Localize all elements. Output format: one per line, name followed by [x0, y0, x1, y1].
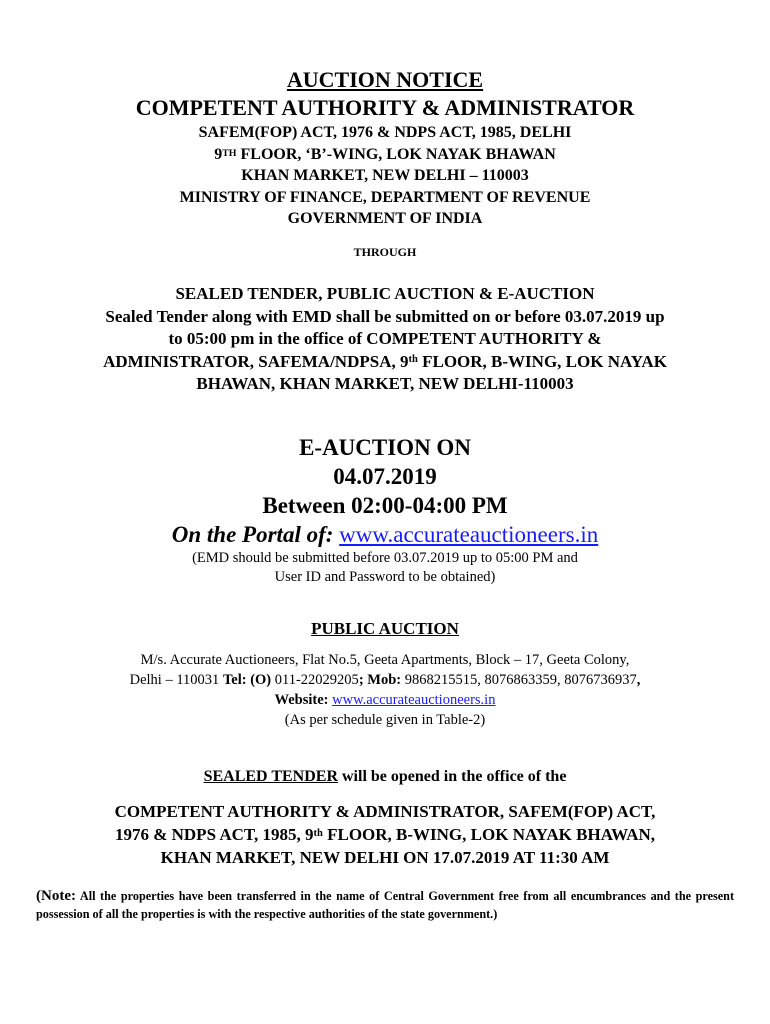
- sealed-opening-rest: will be opened in the office of the: [338, 768, 567, 785]
- sealed-opening-block: [0, 800, 770, 869]
- sealed-tender-line-3-a: ADMINISTRATOR, SAFEMA/NDPSA, 9: [103, 351, 409, 371]
- website-line: [0, 690, 770, 710]
- e-auction-heading: E-AUCTION ON: [299, 435, 471, 460]
- public-auction-title: PUBLIC AUCTION: [311, 619, 459, 638]
- address-line-2: [0, 670, 770, 690]
- location-line: KHAN MARKET, NEW DELHI – 110003: [241, 167, 529, 184]
- portal-label: On the Portal of: [171, 522, 326, 547]
- e-auction-time: Between 02:00-04:00 PM: [262, 493, 508, 518]
- emd-note-line-1: (EMD should be submitted before 03.07.2019 up to 05:00 PM and: [192, 550, 578, 566]
- portal-colon: :: [325, 522, 340, 547]
- authority-name: COMPETENT AUTHORITY & ADMINISTRATOR: [135, 95, 635, 120]
- notice-header: [0, 66, 770, 260]
- sealed-tender-line-1: Sealed Tender along with EMD shall be submitted on or before 03.07.2019 up: [105, 306, 665, 326]
- through-label: THROUGH: [353, 244, 417, 259]
- sealed-tender-line-4: BHAWAN, KHAN MARKET, NEW DELHI-110003: [196, 374, 574, 393]
- schedule-note: (As per schedule given in Table-2): [284, 712, 486, 728]
- sealed-opening-line-1: COMPETENT AUTHORITY & ADMINISTRATOR, SAFEM(FOP) ACT,: [114, 802, 656, 821]
- ministry-line: MINISTRY OF FINANCE, DEPARTMENT OF REVENUE: [179, 188, 591, 206]
- floor-line: [0, 144, 770, 166]
- emd-note-line-2: User ID and Password to be obtained): [274, 569, 496, 585]
- floor-superscript: TH: [222, 147, 237, 159]
- sealed-tender-underlined: SEALED TENDER: [203, 768, 338, 785]
- e-auction-section: [0, 433, 770, 587]
- tel-value: 011-22029205: [271, 672, 359, 688]
- trailing-comma: ,: [636, 672, 641, 688]
- website-label: Website:: [274, 692, 333, 708]
- address-line-1: M/s. Accurate Auctioneers, Flat No.5, Geeta Apartments, Block – 17, Geeta Colony,: [140, 652, 630, 668]
- sealed-tender-heading: SEALED TENDER, PUBLIC AUCTION & E-AUCTION: [175, 284, 595, 303]
- sealed-opening-section: [0, 766, 770, 869]
- sealed-tender-superscript: th: [408, 354, 418, 366]
- portal-link[interactable]: www.accurateauctioneers.in: [339, 522, 599, 547]
- mob-label: ; Mob:: [358, 672, 402, 688]
- tel-label: Tel: (O): [222, 672, 272, 688]
- sealed-opening-line-2: [0, 823, 770, 846]
- note-label: (Note:: [36, 888, 76, 904]
- sealed-opening-intro: [0, 766, 770, 788]
- public-auction-section: [0, 618, 770, 730]
- act-line: SAFEM(FOP) ACT, 1976 & NDPS ACT, 1985, DELHI: [198, 124, 572, 141]
- address-city: Delhi – 110031: [129, 672, 223, 688]
- e-auction-portal-line: [0, 520, 770, 549]
- notice-title: AUCTION NOTICE: [286, 67, 484, 92]
- sealed-opening-line-2-b: FLOOR, B-WING, LOK NAYAK BHAWAN,: [322, 825, 656, 844]
- sealed-tender-line-3: [30, 351, 740, 374]
- floor-number: 9: [214, 145, 223, 163]
- sealed-opening-line-3: KHAN MARKET, NEW DELHI ON 17.07.2019 AT 11:30 AM: [160, 848, 610, 867]
- sealed-opening-superscript: th: [313, 827, 323, 839]
- sealed-opening-line-2-a: 1976 & NDPS ACT, 1985, 9: [114, 825, 314, 844]
- website-link[interactable]: www.accurateauctioneers.in: [332, 692, 496, 708]
- government-line: GOVERNMENT OF INDIA: [287, 210, 483, 227]
- sealed-tender-section: [30, 283, 740, 396]
- sealed-tender-line-2: to 05:00 pm in the office of COMPETENT AUTHORITY &: [168, 329, 602, 348]
- e-auction-date: 04.07.2019: [333, 464, 437, 489]
- sealed-tender-line-3-b: FLOOR, B-WING, LOK NAYAK: [417, 351, 667, 371]
- floor-rest: FLOOR, ‘B’-WING, LOK NAYAK BHAWAN: [236, 145, 556, 163]
- note-text: All the properties have been transferred in the name of Central Government free from all encumbrances and the present possession of all the properties is with the respective authorities of the state government.): [36, 889, 734, 921]
- mob-value: 9868215515, 8076863359, 8076736937: [401, 672, 637, 688]
- auctioneer-address: [0, 650, 770, 730]
- note-paragraph: [36, 888, 734, 923]
